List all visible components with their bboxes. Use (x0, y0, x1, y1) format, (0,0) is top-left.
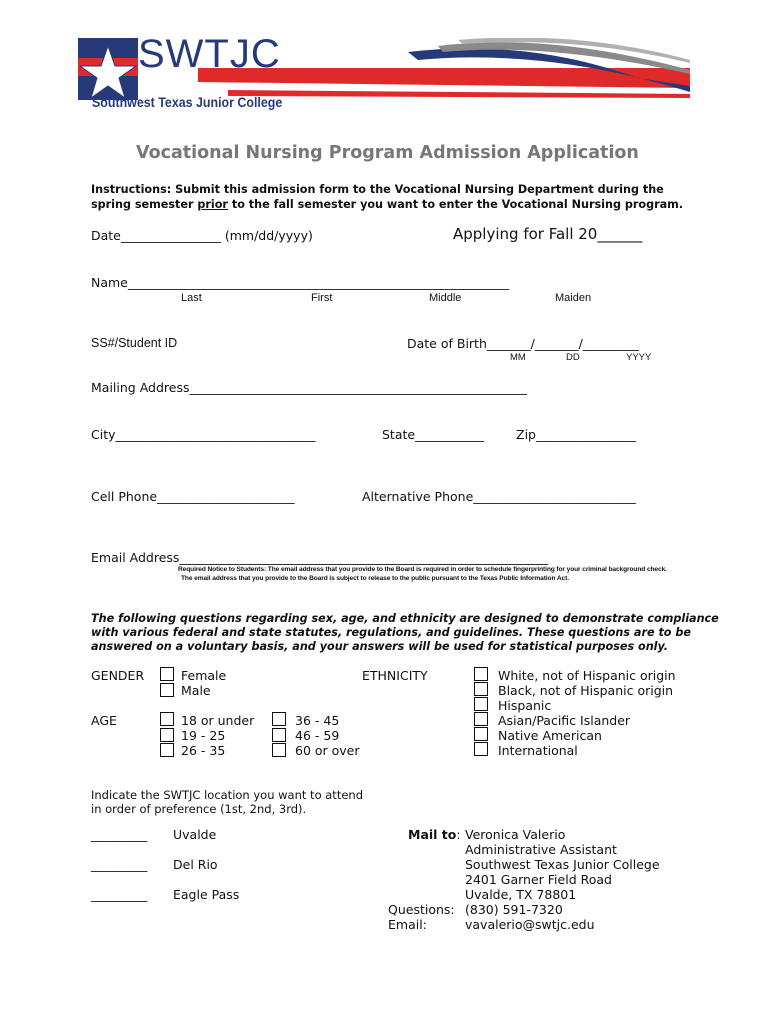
gender-male-label: Male (181, 683, 211, 698)
name-part-last: Last (181, 292, 202, 304)
ethnicity-option: Hispanic (498, 698, 552, 713)
mailing-address-field[interactable]: Mailing Address______________________________________________________ (91, 380, 527, 395)
questions-phone: (830) 591-7320 (465, 902, 563, 917)
email-address-field[interactable]: Email Address___________________________________________________________ (91, 550, 549, 565)
name-part-maiden: Maiden (555, 292, 592, 304)
ethnicity-option: Native American (498, 728, 602, 743)
age-26-35-checkbox[interactable] (160, 743, 174, 757)
mail-to-address: Veronica Valerio Administrative Assistant Southwest Texas Junior College 2401 Garner Field Road Uvalde, TX 78801 (465, 827, 660, 902)
ethnicity-white-checkbox[interactable] (474, 667, 488, 681)
date-field[interactable]: Date________________ (mm/dd/yyyy) (91, 228, 313, 243)
city-field[interactable]: City________________________________ (91, 427, 316, 442)
location-delrio-blank[interactable]: _________ (91, 857, 148, 872)
instructions-line2: spring semester prior to the fall semester you want to enter the Vocational Nursing program. (91, 198, 684, 211)
gender-female-label: Female (181, 668, 227, 683)
ethnicity-option: White, not of Hispanic origin (498, 668, 676, 683)
required-notice-line2: The email address that you provide to the Board is subject to release to the public pursuant to the Texas Public Information Act. (181, 575, 569, 582)
ethnicity-black-checkbox[interactable] (474, 682, 488, 696)
page-title: Vocational Nursing Program Admission Application (136, 143, 639, 163)
gender-female-checkbox[interactable] (160, 667, 174, 681)
age-option: 19 - 25 (181, 728, 226, 743)
instructions-line1: Instructions: Submit this admission form to the Vocational Nursing Department during the (91, 183, 664, 196)
age-option: 18 or under (181, 713, 255, 728)
age-36-45-checkbox[interactable] (272, 712, 286, 726)
age-60-over-checkbox[interactable] (272, 743, 286, 757)
age-option: 46 - 59 (295, 728, 340, 743)
date-of-birth-field[interactable]: Date of Birth_______/_______/_________ (407, 336, 640, 351)
age-18-under-checkbox[interactable] (160, 712, 174, 726)
zip-field[interactable]: Zip________________ (516, 427, 636, 442)
age-option: 60 or over (295, 743, 360, 758)
questions-label: Questions: (388, 902, 455, 917)
state-field[interactable]: State___________ (382, 427, 484, 442)
ethnicity-asian-checkbox[interactable] (474, 712, 488, 726)
email-contact-label: Email: (388, 917, 427, 932)
age-19-25-checkbox[interactable] (160, 728, 174, 742)
ethnicity-option: Asian/Pacific Islander (498, 713, 631, 728)
age-option: 26 - 35 (181, 743, 226, 758)
ethnicity-native-checkbox[interactable] (474, 727, 488, 741)
cell-phone-field[interactable]: Cell Phone______________________ (91, 489, 295, 504)
mail-to-label: Mail to: (408, 827, 461, 842)
gender-label: GENDER (91, 668, 145, 683)
name-part-middle: Middle (429, 292, 462, 304)
email-contact-value[interactable]: vavalerio@swtjc.edu (465, 917, 595, 932)
ethnicity-option: Black, not of Hispanic origin (498, 683, 674, 698)
alternative-phone-field[interactable]: Alternative Phone__________________________ (362, 489, 636, 504)
name-field[interactable]: Name_____________________________________________________________ (91, 275, 510, 290)
dob-part-yyyy: YYYY (626, 352, 652, 363)
location-eaglepass-label: Eagle Pass (173, 887, 240, 902)
instructions (91, 182, 683, 212)
required-notice-line1: Required Notice to Students: The email address that you provide to the Board is required in order to schedule fingerprinting for your criminal background check. (178, 566, 667, 573)
location-eaglepass-blank[interactable]: _________ (91, 887, 148, 902)
voluntary-notice: The following questions regarding sex, age, and ethnicity are designed to demonstrate compliance with various federal and state statutes, regulations, and guidelines. These questions are to be answered on a voluntary basis, and your answers will be used for statistical purposes only. (91, 612, 719, 653)
age-46-59-checkbox[interactable] (272, 728, 286, 742)
dob-part-dd: DD (566, 352, 580, 363)
applying-for-fall-field[interactable]: Applying for Fall 20______ (453, 225, 643, 243)
ethnicity-international-checkbox[interactable] (474, 742, 488, 756)
ss-student-id-field[interactable]: SS#/Student ID (91, 336, 178, 350)
logo (78, 32, 690, 118)
name-part-first: First (311, 292, 333, 304)
gender-male-checkbox[interactable] (160, 683, 174, 697)
location-prompt: Indicate the SWTJC location you want to attend in order of preference (1st, 2nd, 3rd). (91, 788, 363, 816)
ethnicity-hispanic-checkbox[interactable] (474, 697, 488, 711)
location-delrio-label: Del Rio (173, 857, 218, 872)
age-option: 36 - 45 (295, 713, 340, 728)
logo-name: SWTJC (138, 32, 281, 76)
ethnicity-option: International (498, 743, 578, 758)
location-uvalde-blank[interactable]: _________ (91, 827, 148, 842)
ethnicity-label: ETHNICITY (362, 668, 428, 683)
dob-part-mm: MM (510, 352, 526, 363)
location-uvalde-label: Uvalde (173, 827, 217, 842)
age-label: AGE (91, 713, 117, 728)
logo-subtitle: Southwest Texas Junior College (92, 95, 283, 110)
